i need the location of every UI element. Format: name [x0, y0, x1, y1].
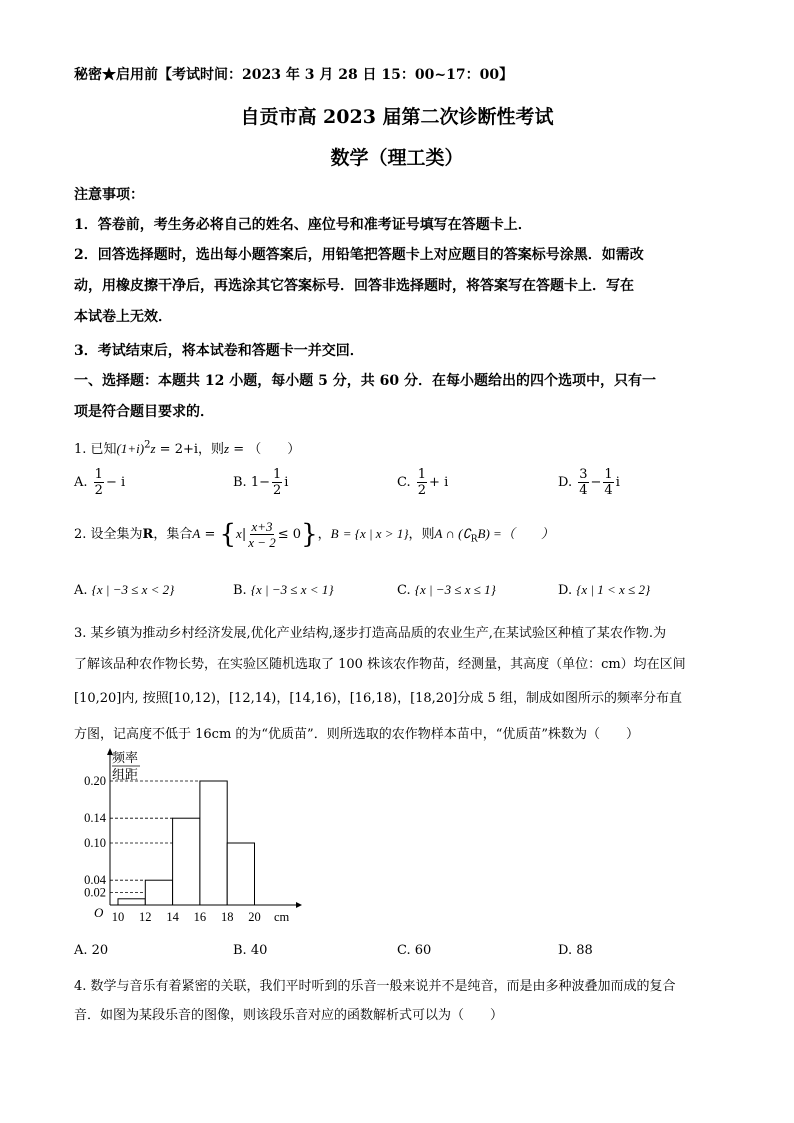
notes-item-3: 3．考试结束后，将本试卷和答题卡一并交回． [74, 343, 364, 359]
y-axis-label-bottom: 组距 [112, 767, 139, 782]
q2-option-c [397, 582, 496, 598]
fraction-numerator: 3 [579, 467, 588, 482]
q2-set-a-x: x [236, 526, 242, 541]
q2-set-b-label: B [330, 526, 339, 541]
option-text: {x | −3 ≤ x < 2} [91, 582, 175, 597]
notes-item-2-line-2: 动，用橡皮擦干净后，再选涂其它答案标号．回答非选择题时，将答案写在答题卡上．写在 [74, 278, 634, 294]
q1-var-z: z [150, 441, 156, 456]
x-tick-label: 10 [111, 910, 125, 924]
q4-line-1: 4. 数学与音乐有着紧密的关联，我们平时听到的乐音一般来说并不是纯音，而是由多种波叠加而成的复合 [74, 979, 676, 994]
q3-line-2: 了解该品种农作物长势，在实验区随机选取了 100 株该农作物苗，经测量，其高度（单位：cm）均在区间 [74, 657, 686, 672]
question-2-stem: 2. 设全集为R，集合A = {x| $\frac{x+3}{x - 2}$ ≤ 0}，B = {x | x > 1}，则A ∩ $(∁_RB)$ =（ ） [74, 519, 554, 550]
q2-option-a [74, 582, 174, 598]
notes-item-1: 1．答卷前，考生务必将自己的姓名、座位号和准考证号填写在答题卡上． [74, 217, 532, 233]
y-tick-label: 0.20 [84, 774, 106, 788]
q2-expr-sub: R [470, 534, 478, 545]
section-1-line-1: 一、选择题：本题共 12 小题，每小题 5 分，共 60 分．在每小题给出的四个选项中，只有一 [74, 373, 656, 389]
q1-option-a [74, 468, 125, 497]
q2-option-b [233, 582, 334, 598]
x-tick-label: 12 [139, 910, 152, 924]
notes-heading: 注意事项： [74, 187, 144, 203]
secret-line: 秘密★启用前【考试时间：2023 年 3 月 28 日 15：00~17：00】 [74, 67, 514, 83]
histogram-bar [227, 843, 254, 905]
fraction-denominator: 4 [579, 483, 588, 498]
q2-set-a-cond: ≤ 0 [277, 527, 302, 542]
option-label: C. [397, 475, 411, 490]
x-tick-label: 18 [220, 910, 234, 924]
q3-option-c: C. 60 [397, 943, 432, 958]
q2-set-a-var: A [192, 526, 201, 541]
option-text: {x | −3 ≤ x < 1} [250, 582, 334, 597]
q2-mid-2: ，则 [408, 527, 435, 542]
option-tail: − i [105, 475, 126, 490]
q1-lhs-base: (1+i) [116, 441, 145, 456]
frequency-histogram [60, 745, 320, 935]
left-brace: { [219, 519, 237, 550]
notes-item-2-line-1: 2．回答选择题时，选出每小题答案后，用铅笔把答题卡上对应题目的答案标号涂黑．如需改 [74, 247, 644, 263]
q2-universe: R [142, 527, 154, 542]
minus-sign: − [590, 475, 602, 490]
q1-mid: ，则 [198, 442, 225, 457]
option-text: {x | 1 < x ≤ 2} [576, 582, 651, 597]
q3-line-1: 3. 某乡镇为推动乡村经济发展,优化产业结构,逐步打造高品质的农业生产,在某试验区种植了某农作物.为 [74, 626, 667, 641]
histogram-bar [173, 818, 200, 905]
q4-line-2: 音．如图为某段乐音的图像，则该段乐音对应的函数解析式可以为（ ） [74, 1008, 504, 1023]
q3-option-b: B. 40 [233, 943, 268, 958]
option-tail: i [284, 475, 289, 490]
q1-option-b [233, 468, 288, 497]
fraction-numerator: 1 [417, 467, 427, 482]
q2-expr: A ∩ (∁ [434, 526, 471, 541]
q1-option-d [558, 468, 620, 497]
fraction-denominator: 2 [94, 483, 103, 498]
q1-exponent: 2 [144, 439, 151, 451]
fraction-denominator: 2 [417, 483, 427, 498]
fraction-numerator: 1 [604, 467, 613, 482]
origin-label: O [94, 905, 104, 920]
q1-ask-tail: = （ ） [229, 442, 301, 457]
option-label: D. [558, 475, 573, 490]
exam-subtitle: 数学（理工类） [330, 147, 464, 169]
right-brace: } [301, 519, 318, 550]
option-label: A. [74, 583, 88, 598]
q2-set-b-body: = {x | x > 1} [342, 526, 409, 541]
exam-title: 自贡市高 2023 届第二次诊断性考试 [240, 106, 554, 128]
option-head: 1− [250, 475, 270, 490]
x-tick-label: 20 [248, 910, 261, 924]
q3-option-a: A. 20 [74, 943, 109, 958]
x-tick-label: 16 [193, 910, 207, 924]
q1-prefix: 1. 已知 [74, 442, 117, 457]
q3-option-d: D. 88 [558, 943, 593, 958]
y-axis-label-top: 频率 [112, 750, 139, 765]
option-tail: + i [429, 475, 449, 490]
option-text: {x | −3 ≤ x ≤ 1} [414, 582, 496, 597]
x-tick-label: 14 [166, 910, 179, 924]
y-tick-label: 0.10 [84, 836, 106, 850]
option-label: D. [558, 583, 573, 598]
fraction-denominator: 2 [273, 483, 282, 498]
q1-ask-var: z [224, 441, 230, 456]
option-tail: i [615, 475, 620, 490]
histogram-bar [200, 781, 227, 905]
q2-expr-tail: B) =（ ） [477, 526, 554, 541]
option-label: B. [233, 583, 247, 598]
q3-line-4: 方图，记高度不低于 16cm 的为“优质苗”．则所选取的农作物样本苗中，“优质苗”株数为（ ） [74, 727, 639, 742]
q3-line-3: [10,20]内, 按照[10,12)，[12,14)，[14,16)，[16,18)，[18,20]分成 5 组，制成如图所示的频率分布直 [74, 691, 682, 706]
section-1-line-2: 项是符合题目要求的． [74, 404, 214, 420]
fraction-numerator: 1 [273, 467, 282, 482]
question-1-stem [74, 438, 300, 457]
y-tick-label: 0.02 [84, 885, 106, 900]
fraction-denominator: 4 [604, 483, 613, 498]
option-label: C. [397, 583, 411, 598]
y-tick-label: 0.04 [84, 873, 106, 888]
histogram-bar [145, 880, 172, 905]
y-tick-label: 0.14 [84, 811, 106, 826]
option-label: B. [233, 475, 247, 490]
fraction-numerator: 1 [94, 467, 103, 482]
q1-option-c [397, 468, 448, 497]
fraction-denominator: x − 2 [248, 535, 276, 550]
x-axis-arrow [296, 902, 302, 908]
q2-option-d [558, 582, 650, 598]
histogram-bar [118, 899, 145, 905]
q2-mid-1: ，集合 [153, 527, 193, 542]
x-axis-label: cm [274, 910, 290, 924]
q1-rhs: = 2+i [155, 442, 199, 457]
fraction-numerator: x+3 [251, 519, 273, 534]
q2-prefix: 2. 设全集为 [74, 527, 143, 542]
option-label: A. [74, 475, 88, 490]
notes-item-2-line-3: 本试卷上无效． [74, 309, 172, 325]
